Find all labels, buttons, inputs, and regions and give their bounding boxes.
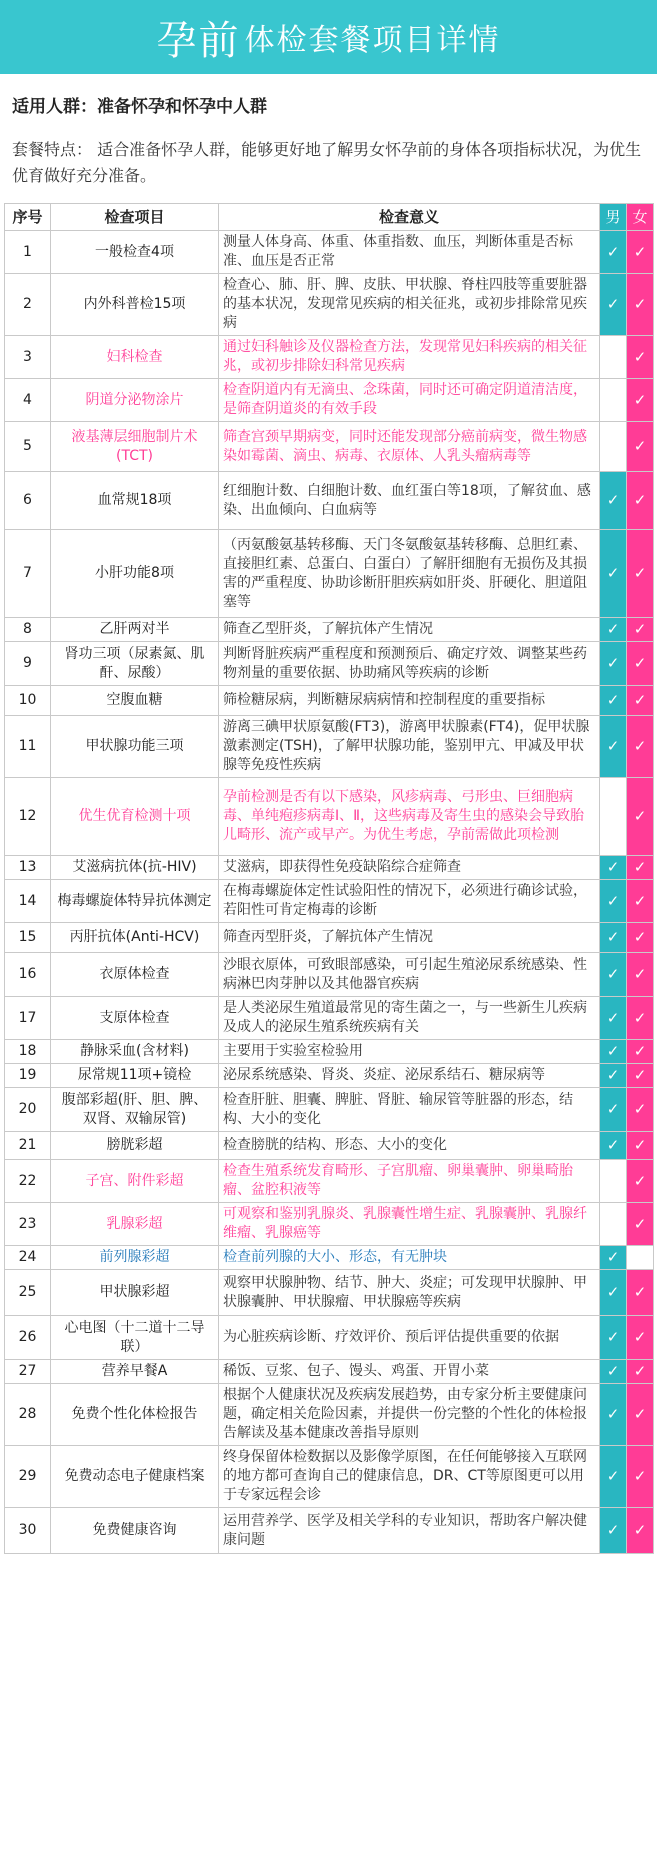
header-female: 女 [627,204,654,231]
female-check-icon: ✓ [627,618,654,642]
row-description: 艾滋病，即获得性免疫缺陷综合症筛查 [219,856,600,880]
male-check-icon: ✓ [600,1270,627,1316]
row-description: 游离三碘甲状原氨酸(FT3)，游离甲状腺素(FT4)，促甲状腺激素测定(TSH)，了解甲状腺功能，鉴别甲亢、甲减及甲状腺等免疫性疾病 [219,716,600,778]
row-description: 检查心、肺、肝、脾、皮肤、甲状腺、脊柱四肢等重要脏器的基本状况，发现常见疾病的相关征兆，或初步排除常见疾病 [219,274,600,336]
row-number: 27 [5,1360,51,1384]
male-check-icon: ✓ [600,1384,627,1446]
row-number: 29 [5,1446,51,1508]
table-row [5,1203,654,1246]
row-item: 尿常规11项+镜检 [51,1064,219,1088]
male-check-icon: ✓ [600,1446,627,1508]
female-check-icon: ✓ [627,1203,654,1246]
row-description: 通过妇科触诊及仪器检查方法，发现常见妇科疾病的相关征兆，或初步排除妇科常见疾病 [219,336,600,379]
female-empty-cell [627,1246,654,1270]
male-check-icon: ✓ [600,1246,627,1270]
row-number: 13 [5,856,51,880]
checkup-table [4,203,654,1554]
row-item: 衣原体检查 [51,953,219,997]
female-check-icon: ✓ [627,1270,654,1316]
row-description: 终身保留体检数据以及影像学原图，在任何能够接入互联网的地方都可查询自己的健康信息，DR、CT等原图更可以用于专家远程会诊 [219,1446,600,1508]
female-check-icon: ✓ [627,953,654,997]
row-item: 妇科检查 [51,336,219,379]
row-item: 艾滋病抗体(抗-HIV) [51,856,219,880]
row-description: 红细胞计数、白细胞计数、血红蛋白等18项，了解贫血、感染、出血倾向、白血病等 [219,472,600,530]
female-check-icon: ✓ [627,1316,654,1360]
row-number: 15 [5,923,51,953]
intro-section [0,74,657,189]
female-check-icon: ✓ [627,530,654,618]
table-row [5,1316,654,1360]
male-check-icon: ✓ [600,1316,627,1360]
female-check-icon: ✓ [627,1040,654,1064]
row-item: 心电图（十二道十二导联） [51,1316,219,1360]
male-check-icon: ✓ [600,923,627,953]
row-description: （丙氨酸氨基转移酶、天门冬氨酸氨基转移酶、总胆红素、直接胆红素、总蛋白、白蛋白）了解肝细胞有无损伤及其损害的严重程度、协助诊断肝胆疾病如肝炎、肝硬化、胆道阻塞等 [219,530,600,618]
row-number: 6 [5,472,51,530]
row-number: 10 [5,686,51,716]
target-audience: 适用人群：准备怀孕和怀孕中人群 [12,97,267,117]
table-row [5,856,654,880]
row-number: 20 [5,1088,51,1132]
female-check-icon: ✓ [627,379,654,422]
female-check-icon: ✓ [627,686,654,716]
male-empty-cell [600,422,627,472]
row-number: 24 [5,1246,51,1270]
row-number: 4 [5,379,51,422]
row-number: 1 [5,231,51,274]
male-check-icon: ✓ [600,953,627,997]
table-row [5,1360,654,1384]
female-check-icon: ✓ [627,422,654,472]
row-item: 空腹血糖 [51,686,219,716]
table-row [5,379,654,422]
female-check-icon: ✓ [627,1446,654,1508]
row-item: 支原体检查 [51,997,219,1040]
row-number: 30 [5,1508,51,1554]
row-number: 9 [5,642,51,686]
table-row [5,231,654,274]
row-description: 观察甲状腺肿物、结节、肿大、炎症；可发现甲状腺肿、甲状腺囊肿、甲状腺瘤、甲状腺癌等疾病 [219,1270,600,1316]
row-item: 液基薄层细胞制片术(TCT) [51,422,219,472]
header-desc: 检查意义 [219,204,600,231]
row-description: 判断肾脏疾病严重程度和预测预后、确定疗效、调整某些药物剂量的重要依据、协助痛风等疾病的诊断 [219,642,600,686]
row-item: 梅毒螺旋体特异抗体测定 [51,880,219,923]
male-check-icon: ✓ [600,472,627,530]
table-row [5,997,654,1040]
row-description: 筛检糖尿病，判断糖尿病病情和控制程度的重要指标 [219,686,600,716]
female-check-icon: ✓ [627,274,654,336]
row-number: 25 [5,1270,51,1316]
male-empty-cell [600,379,627,422]
row-item: 血常规18项 [51,472,219,530]
female-check-icon: ✓ [627,642,654,686]
row-number: 22 [5,1160,51,1203]
table-body [5,231,654,1554]
header-banner [0,0,657,74]
table-row [5,1040,654,1064]
row-description: 在梅毒螺旋体定性试验阳性的情况下，必须进行确诊试验，若阳性可肯定梅毒的诊断 [219,880,600,923]
male-check-icon: ✓ [600,530,627,618]
table-row [5,716,654,778]
header-item: 检查项目 [51,204,219,231]
row-number: 16 [5,953,51,997]
male-check-icon: ✓ [600,1360,627,1384]
male-check-icon: ✓ [600,1132,627,1160]
row-number: 12 [5,778,51,856]
female-check-icon: ✓ [627,1160,654,1203]
table-row [5,1160,654,1203]
row-description: 稀饭、豆浆、包子、馒头、鸡蛋、开胃小菜 [219,1360,600,1384]
row-description: 筛查乙型肝炎，了解抗体产生情况 [219,618,600,642]
female-check-icon: ✓ [627,472,654,530]
row-description: 孕前检测是否有以下感染，风疹病毒、弓形虫、巨细胞病毒、单纯疱疹病毒Ⅰ、Ⅱ，这些病毒及寄生虫的感染会导致胎儿畸形、流产或早产。为优生考虑，孕前需做此项检测 [219,778,600,856]
table-row [5,1384,654,1446]
female-check-icon: ✓ [627,1132,654,1160]
row-item: 肾功三项（尿素氮、肌酐、尿酸） [51,642,219,686]
table-row [5,274,654,336]
table-row [5,1270,654,1316]
row-number: 21 [5,1132,51,1160]
row-description: 主要用于实验室检验用 [219,1040,600,1064]
male-empty-cell [600,336,627,379]
row-number: 26 [5,1316,51,1360]
male-check-icon: ✓ [600,231,627,274]
table-row [5,422,654,472]
row-number: 28 [5,1384,51,1446]
table-row [5,953,654,997]
female-check-icon: ✓ [627,880,654,923]
female-check-icon: ✓ [627,1064,654,1088]
female-check-icon: ✓ [627,231,654,274]
row-number: 8 [5,618,51,642]
row-description: 筛查丙型肝炎，了解抗体产生情况 [219,923,600,953]
table-row [5,530,654,618]
male-check-icon: ✓ [600,997,627,1040]
table-row [5,472,654,530]
row-description: 检查前列腺的大小、形态，有无肿块 [219,1246,600,1270]
package-features: 套餐特点： 适合准备怀孕人群，能够更好地了解男女怀孕前的身体各项指标状况，为优生优育做好充分准备。 [12,140,642,185]
male-check-icon: ✓ [600,618,627,642]
female-check-icon: ✓ [627,1508,654,1554]
header-male: 男 [600,204,627,231]
banner-title-main: 孕前 [156,17,241,64]
female-check-icon: ✓ [627,778,654,856]
row-description: 可观察和鉴别乳腺炎、乳腺囊性增生症、乳腺囊肿、乳腺纤维瘤、乳腺癌等 [219,1203,600,1246]
banner-title-sub: 体检套餐项目详情 [244,23,501,58]
table-header-row [5,204,654,231]
male-check-icon: ✓ [600,880,627,923]
table-row [5,642,654,686]
row-number: 11 [5,716,51,778]
table-row [5,686,654,716]
male-check-icon: ✓ [600,1088,627,1132]
table-row [5,1064,654,1088]
table-row [5,1508,654,1554]
row-item: 免费个性化体检报告 [51,1384,219,1446]
row-number: 14 [5,880,51,923]
row-description: 筛查宫颈早期病变，同时还能发现部分癌前病变，微生物感染如霉菌、滴虫、病毒、衣原体、人乳头瘤病毒等 [219,422,600,472]
row-item: 内外科普检15项 [51,274,219,336]
male-check-icon: ✓ [600,1508,627,1554]
row-item: 前列腺彩超 [51,1246,219,1270]
row-description: 检查阴道内有无滴虫、念珠菌，同时还可确定阴道清洁度，是筛查阴道炎的有效手段 [219,379,600,422]
row-number: 17 [5,997,51,1040]
male-check-icon: ✓ [600,642,627,686]
row-description: 泌尿系统感染、肾炎、炎症、泌尿系结石、糖尿病等 [219,1064,600,1088]
row-item: 优生优育检测十项 [51,778,219,856]
row-number: 23 [5,1203,51,1246]
female-check-icon: ✓ [627,1384,654,1446]
row-item: 小肝功能8项 [51,530,219,618]
male-check-icon: ✓ [600,716,627,778]
row-description: 为心脏疾病诊断、疗效评价、预后评估提供重要的依据 [219,1316,600,1360]
row-description: 运用营养学、医学及相关学科的专业知识，帮助客户解决健康问题 [219,1508,600,1554]
row-number: 2 [5,274,51,336]
row-description: 沙眼衣原体，可致眼部感染，可引起生殖泌尿系统感染、性病淋巴肉芽肿以及其他器官疾病 [219,953,600,997]
female-check-icon: ✓ [627,856,654,880]
row-item: 甲状腺功能三项 [51,716,219,778]
female-check-icon: ✓ [627,1088,654,1132]
male-check-icon: ✓ [600,1064,627,1088]
male-check-icon: ✓ [600,856,627,880]
row-number: 18 [5,1040,51,1064]
row-item: 免费健康咨询 [51,1508,219,1554]
table-row [5,778,654,856]
row-item: 子宫、附件彩超 [51,1160,219,1203]
row-description: 检查生殖系统发育畸形、子宫肌瘤、卵巢囊肿、卵巢畸胎瘤、盆腔积液等 [219,1160,600,1203]
row-number: 3 [5,336,51,379]
row-item: 腹部彩超(肝、胆、脾、双肾、双输尿管) [51,1088,219,1132]
row-description: 根据个人健康状况及疾病发展趋势，由专家分析主要健康问题，确定相关危险因素，并提供一份完整的个性化的体检报告解读及基本健康改善指导原则 [219,1384,600,1446]
male-empty-cell [600,1203,627,1246]
row-description: 测量人体身高、体重、体重指数、血压，判断体重是否标准、血压是否正常 [219,231,600,274]
male-empty-cell [600,1160,627,1203]
row-description: 是人类泌尿生殖道最常见的寄生菌之一，与一些新生儿疾病及成人的泌尿生殖系统疾病有关 [219,997,600,1040]
table-row [5,1132,654,1160]
row-number: 19 [5,1064,51,1088]
table-row [5,336,654,379]
row-item: 一般检查4项 [51,231,219,274]
table-row [5,880,654,923]
header-num: 序号 [5,204,51,231]
male-check-icon: ✓ [600,686,627,716]
row-item: 膀胱彩超 [51,1132,219,1160]
row-number: 5 [5,422,51,472]
row-description: 检查膀胱的结构、形态、大小的变化 [219,1132,600,1160]
row-item: 乳腺彩超 [51,1203,219,1246]
female-check-icon: ✓ [627,923,654,953]
row-item: 丙肝抗体(Anti-HCV) [51,923,219,953]
table-row [5,1088,654,1132]
table-row [5,618,654,642]
table-row [5,1246,654,1270]
table-row [5,1446,654,1508]
row-item: 静脉采血(含材料) [51,1040,219,1064]
male-check-icon: ✓ [600,1040,627,1064]
row-item: 营养早餐A [51,1360,219,1384]
male-empty-cell [600,778,627,856]
row-item: 阴道分泌物涂片 [51,379,219,422]
female-check-icon: ✓ [627,997,654,1040]
female-check-icon: ✓ [627,716,654,778]
row-item: 甲状腺彩超 [51,1270,219,1316]
row-item: 乙肝两对半 [51,618,219,642]
female-check-icon: ✓ [627,336,654,379]
table-row [5,923,654,953]
row-item: 免费动态电子健康档案 [51,1446,219,1508]
male-check-icon: ✓ [600,274,627,336]
row-description: 检查肝脏、胆囊、脾脏、肾脏、输尿管等脏器的形态，结构、大小的变化 [219,1088,600,1132]
row-number: 7 [5,530,51,618]
female-check-icon: ✓ [627,1360,654,1384]
